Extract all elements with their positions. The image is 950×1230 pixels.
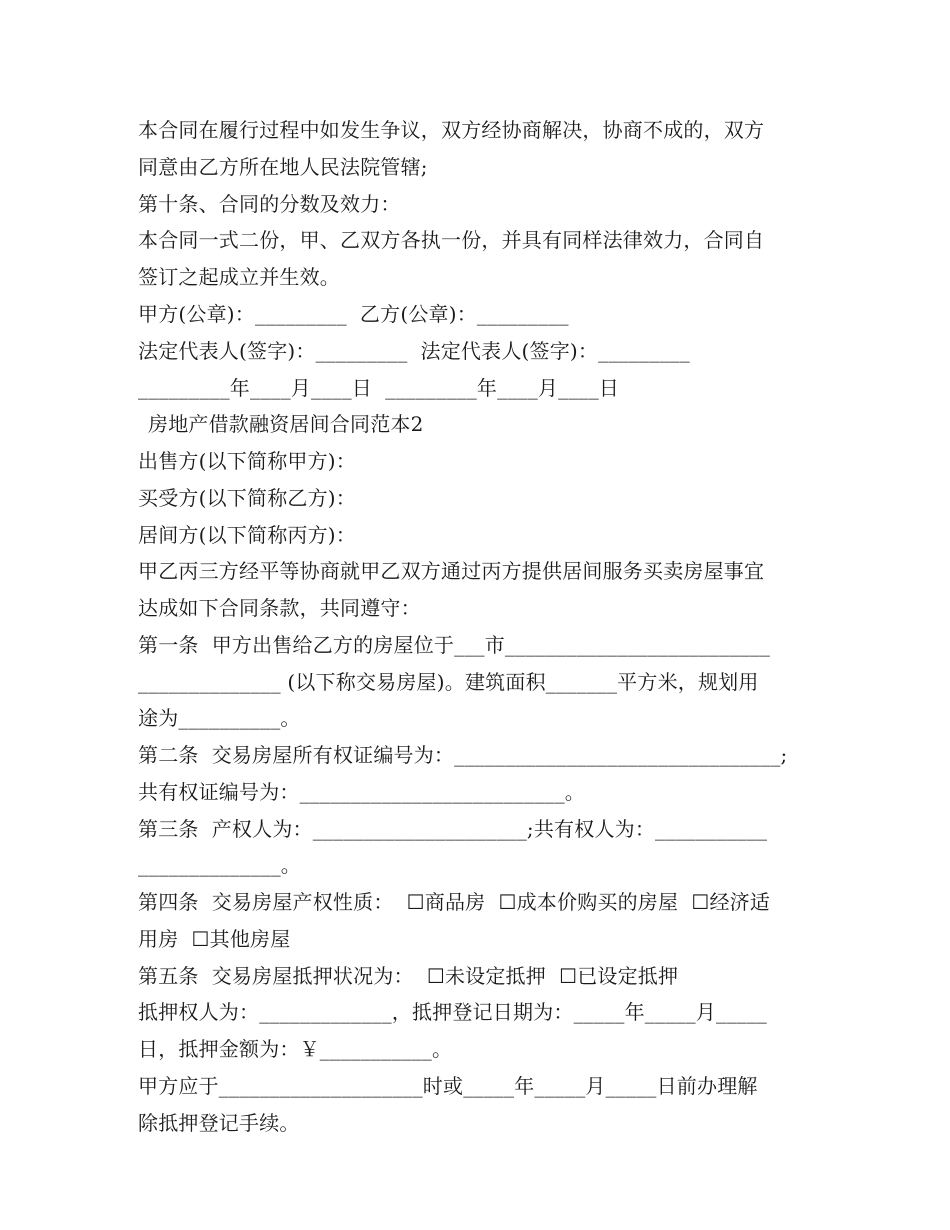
clause-line: 途为__________。: [138, 706, 301, 730]
clause-line: ______________ (以下称交易房屋)。建筑面积_______平方米，规划用: [138, 670, 759, 694]
paragraph-line: 同意由乙方所在地人民法院管辖;: [138, 155, 428, 179]
clause-line: 第四条 交易房屋产权性质： ☐商品房 ☐成本价购买的房屋 ☐经济适: [138, 890, 771, 914]
section-heading: 第十条、合同的分数及效力：: [138, 192, 401, 216]
signature-line: 法定代表人(签字)：_________ 法定代表人(签字)：_________: [138, 339, 690, 363]
clause-line: 除抵押登记手续。: [138, 1111, 300, 1135]
clause-line: 第三条 产权人为：_____________________;共有权人为：___________: [138, 817, 768, 841]
clause-line: 用房 ☐其他房屋: [138, 927, 291, 951]
clause-line: 甲方应于____________________时或_____年_____月_____日前办理解: [138, 1074, 758, 1098]
clause-line: 第二条 交易房屋所有权证编号为：________________________________;: [138, 743, 788, 767]
paragraph-line: 本合同一式二份，甲、乙双方各执一份，并具有同样法律效力，合同自: [138, 228, 765, 252]
party-line: 居间方(以下简称丙方)：: [138, 523, 357, 547]
clause-line: ______________。: [138, 853, 301, 877]
document-title: 房地产借款融资居间合同范本2: [148, 412, 424, 436]
party-line: 买受方(以下简称乙方)：: [138, 486, 357, 510]
clause-line: 第一条 甲方出售给乙方的房屋位于___市__________________________: [138, 633, 771, 657]
document-page: [138, 112, 818, 1142]
clause-line: 抵押权人为：_____________，抵押登记日期为：_____年_____月_____: [138, 1000, 767, 1024]
clause-line: 第五条 交易房屋抵押状况为： ☐未设定抵押 ☐已设定抵押: [138, 964, 679, 988]
clause-line: 共有权证编号为：__________________________。: [138, 780, 585, 804]
date-line: _________年____月____日 _________年____月____日: [138, 376, 620, 400]
clause-line: 日，抵押金额为：￥___________。: [138, 1037, 453, 1061]
signature-line: 甲方(公章)：_________ 乙方(公章)：_________: [138, 302, 569, 326]
party-line: 出售方(以下简称甲方)：: [138, 449, 357, 473]
paragraph-line: 签订之起成立并生效。: [138, 265, 340, 289]
paragraph-line: 本合同在履行过程中如发生争议，双方经协商解决，协商不成的，双方: [138, 118, 765, 142]
paragraph-line: 甲乙丙三方经平等协商就甲乙双方通过丙方提供居间服务买卖房屋事宜: [138, 559, 765, 583]
paragraph-line: 达成如下合同条款，共同遵守：: [138, 596, 421, 620]
